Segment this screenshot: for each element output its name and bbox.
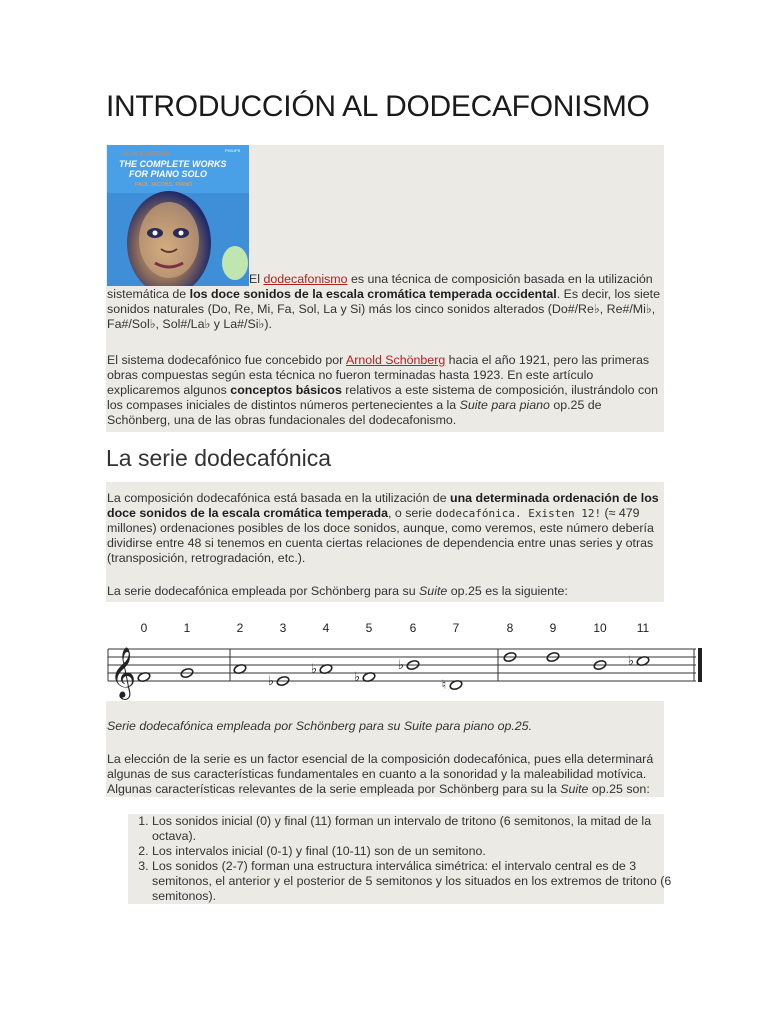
history-text-3: relativos a este sistema de composición, ilustrándolo con los compases iniciales de distintos números pertenecientes a la: [107, 383, 658, 412]
serie-text-3: (≈ 479 millones) ordenaciones posibles de los doce sonidos, aunque, como veremos, este número debería dividirse entre 48 si tenemos en cuenta ciertas relaciones de dependencia entre unas series y otras (transposición, retrogradación, etc.).: [107, 506, 654, 565]
tone-row-figure: [106, 615, 706, 701]
tone-row-number: 2: [236, 621, 244, 635]
serie-intro-paragraph: [107, 584, 663, 599]
flat-sign-icon: ♭: [627, 654, 635, 669]
serie-text-1: La composición dodecafónica está basada en la utilización de: [107, 491, 451, 505]
serie-intro-text-1: La serie dodecafónica empleada por Schönberg para su: [107, 584, 420, 598]
cover-performer: PAUL JACOBS, PIANO: [135, 182, 193, 188]
eleccion-text-1: La elección de la serie es un factor esencial de la composición dodecafónica, pues ella determinará algunas de sus características fundamentales en cuanto a la sonoridad y la maleabilidad motívica. Algunas características relevantes de la serie empleada por Schönberg para su la: [107, 752, 654, 796]
intro-text-2: . Es decir, los siete sonidos naturales (Do, Re, Mi, Fa, Sol, La y Si) más los cinco sonidos alterados (Do#/Re♭, Re#/Mi♭, Fa#/Sol♭, Sol#/La♭ y La#/Si♭).: [107, 287, 660, 331]
tone-row-number: 0: [140, 621, 148, 635]
eleccion-text-2: op.25 son:: [588, 782, 650, 796]
tone-row-number: 8: [506, 621, 514, 635]
tone-row-number: 3: [279, 621, 287, 635]
cover-label: PHILIPS: [225, 148, 241, 153]
flat-sign-icon: ♭: [267, 674, 275, 689]
history-text-1: El sistema dodecafónico fue concebido por: [107, 353, 347, 367]
history-paragraph: [107, 353, 663, 428]
list-item: 2. Los intervalos inicial (0-1) y final (10-11) son de un semitono.: [152, 844, 688, 859]
serie-text-2: , o serie: [387, 506, 436, 520]
tone-row-staff: [106, 615, 706, 701]
tone-row-number: 1: [183, 621, 191, 635]
flat-sign-icon: ♭: [397, 658, 405, 673]
schonberg-link[interactable]: Arnold Schönberg: [346, 353, 446, 367]
intro-text-pre: El: [249, 272, 264, 286]
serie-intro-text-2: op.25 es la siguiente:: [447, 584, 568, 598]
cover-line1: THE COMPLETE WORKS: [119, 159, 227, 169]
serie-bold-1: una determinada ordenación de los doce sonidos de la escala cromática temperada: [107, 491, 659, 520]
eleccion-italic: Suite: [560, 782, 589, 796]
flat-sign-icon: ♭: [310, 662, 318, 677]
serie-paragraph: [107, 491, 663, 566]
treble-clef-icon: 𝄞: [110, 647, 137, 698]
eleccion-paragraph: [107, 752, 663, 797]
tone-row-number: 9: [549, 621, 557, 635]
history-bold-1: conceptos básicos: [230, 383, 342, 397]
characteristics-list: [128, 814, 688, 904]
cover-composer: SCHOENBERG: [121, 151, 171, 158]
history-text-4: op.25 de Schönberg, una de las obras fundacionales del dodecafonismo.: [107, 398, 602, 427]
tone-row-number: 4: [322, 621, 330, 635]
tone-row-number: 11: [636, 621, 650, 635]
flat-sign-icon: ♭: [353, 670, 361, 685]
cover-line2: FOR PIANO SOLO: [129, 169, 208, 179]
list-item: 3. Los sonidos (2-7) forman una estructura interválica simétrica: el intervalo central es de 3 semitonos, el anterior y el posterior de 5 semitonos y los situados en los extremos de tritono (6 semitonos).: [152, 859, 688, 904]
intro-bold-1: los doce sonidos de la escala cromática temperada occidental: [189, 287, 557, 301]
album-cover-image: [107, 145, 249, 286]
tone-row-number: 10: [593, 621, 607, 635]
intro-paragraph: [107, 272, 663, 332]
history-italic-1: Suite para piano: [459, 398, 550, 412]
natural-sign-icon: ♮: [441, 678, 447, 693]
list-item: 1. Los sonidos inicial (0) y final (11) forman un intervalo de tritono (6 semitonos, la mitad de la octava).: [152, 814, 688, 844]
page-title: INTRODUCCIÓN AL DODECAFONISMO: [106, 90, 650, 123]
serie-intro-italic: Suite: [419, 584, 448, 598]
serie-mono-1: dodecafónica. Existen 12!: [435, 507, 602, 520]
figure-caption: Serie dodecafónica empleada por Schönberg para su Suite para piano op.25.: [107, 719, 533, 733]
history-text-2: hacia el año 1921, pero las primeras obras compuestas según esta técnica no fueron terminadas hasta 1923. En este artículo explicaremos algunos: [107, 353, 650, 397]
tone-row-number: 7: [452, 621, 460, 635]
section-heading: La serie dodecafónica: [106, 445, 332, 471]
dodecafonismo-link[interactable]: dodecafonismo: [263, 272, 348, 286]
tone-row-number: 6: [409, 621, 417, 635]
tone-row-number: 5: [365, 621, 373, 635]
intro-text-1: es una técnica de composición basada en la utilización sistemática de: [107, 272, 653, 301]
